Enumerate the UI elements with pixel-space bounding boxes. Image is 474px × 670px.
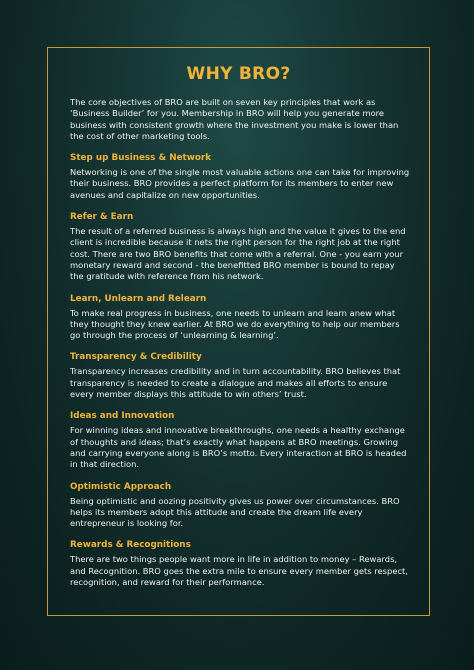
section-step-up-business (70, 153, 410, 201)
section-body: There are two things people want more in life in addition to money – Rewards, and Recognition. BRO goes the extra mile to ensure every member gets respect, recognition, and reward for their performance. (70, 554, 408, 588)
section-body: Transparency increases credibility and in turn accountability. BRO believes that transparency is needed to create a dialogue and makes all efforts to ensure every member displays this attitude to win others’ trust. (70, 366, 401, 400)
section-body: Networking is one of the single most valuable actions one can take for improving their business. BRO provides a perfect platform for its members to enter new avenues and capitalize on new opportunities. (70, 167, 410, 200)
page-title: WHY BRO? (186, 64, 291, 84)
section-transparency (70, 352, 410, 400)
section-body: For winning ideas and innovative breakthroughs, one needs a healthy exchange of thoughts and ideas; that’s exactly what happens at BRO meetings. Growing and carrying everyone along is BRO’s motto. Every interaction at BRO is headed in that direction. (70, 425, 407, 470)
section-heading: Ideas and Innovation (70, 411, 175, 422)
intro-paragraph: The core objectives of BRO are built on seven key principles that work as ‘Business Builder’ for you. Membership in BRO will help you generate more business with consistent growth where the investment you make is lower than the cost of other marketing tools. (70, 97, 399, 141)
section-ideas-innovation (70, 411, 410, 470)
section-refer-earn (70, 212, 410, 282)
section-heading: Refer & Earn (70, 212, 134, 223)
document-content (70, 97, 410, 588)
section-body: Being optimistic and oozing positivity gives us power over circumstances. BRO helps its members adopt this attitude and create the dream life every entrepreneur is looking for. (70, 495, 400, 529)
section-heading: Step up Business & Network (70, 153, 212, 164)
section-body: To make real progress in business, one needs to unlearn and learn anew what they thought they knew earlier. At BRO we do everything to help our members go through the process of ‘unlearning & learning’. (70, 307, 400, 341)
section-body: The result of a referred business is always high and the value it gives to the end client is incredible because it nets the right person for the right job at the right cost. There are two BRO benefits that come with a referral. One - you earn your monetary reward and second - the benefitted BRO member is bound to repay the gratitude with reference from his network. (70, 226, 406, 282)
section-heading: Rewards & Recognitions (70, 540, 191, 551)
section-heading: Transparency & Credibility (70, 352, 202, 363)
section-optimistic-approach (70, 482, 410, 530)
section-learn-unlearn (70, 294, 410, 342)
section-heading: Optimistic Approach (70, 481, 172, 492)
section-heading: Learn, Unlearn and Relearn (70, 293, 207, 304)
section-rewards-recognitions (70, 540, 410, 588)
